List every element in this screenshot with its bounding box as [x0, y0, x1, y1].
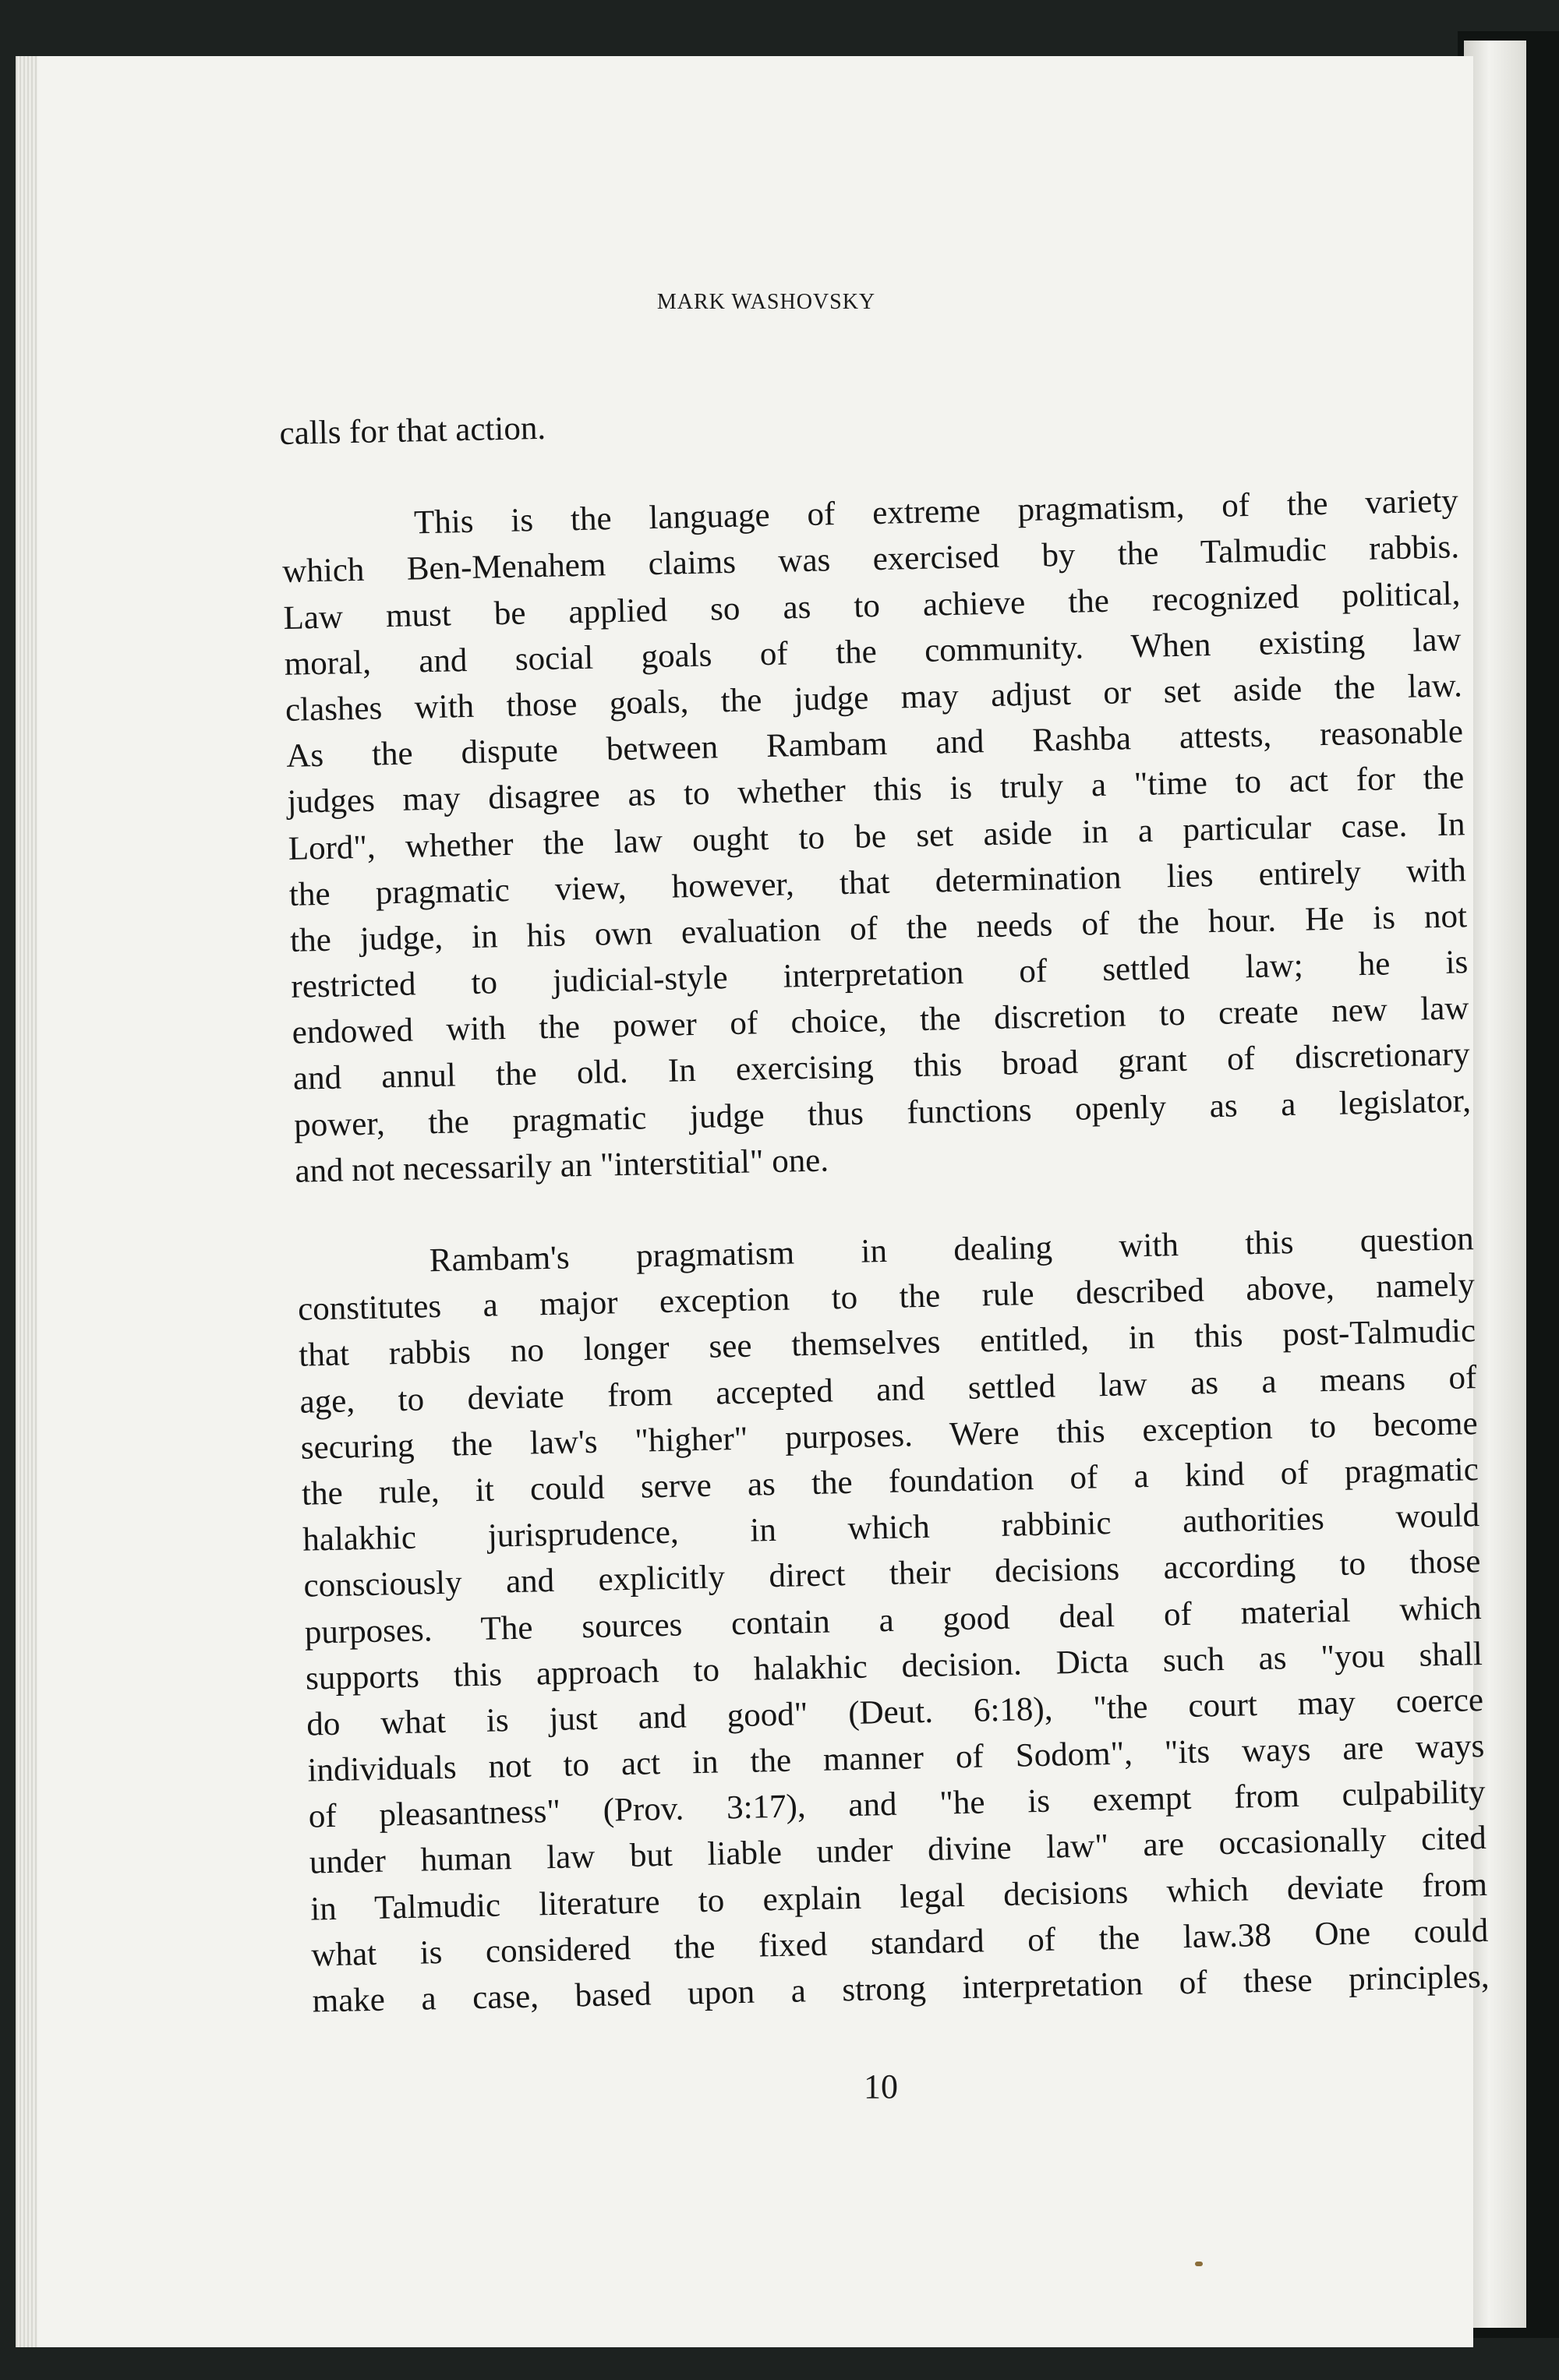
text-line: individuals not to act in the manner of Sodom", "its ways are ways — [307, 1728, 1485, 1789]
text-line: the pragmatic view, however, that determination lies entirely with — [288, 851, 1467, 913]
text-line: age, to deviate from accepted and settled law as a means of — [299, 1358, 1477, 1421]
ink-speck — [1195, 2262, 1203, 2266]
text-line: Lord", whether the law ought to be set aside in a particular case. In — [288, 805, 1465, 867]
text-line: This is the language of extreme pragmatism, of the variety — [413, 482, 1459, 542]
text-line: which Ben-Menahem claims was exercised by the Talmudic rabbis. — [281, 528, 1460, 591]
text-line: under human law but liable under divine law" are occasionally cited — [309, 1820, 1487, 1882]
text-line: the judge, in his own evaluation of the needs of the hour. He is not — [289, 898, 1468, 959]
text-line: purposes. The sources contain a good deal of material which — [304, 1589, 1482, 1651]
page-number: 10 — [864, 2067, 898, 2106]
text-line: constitutes a major exception to the rule described above, namely — [297, 1266, 1476, 1328]
text-line: calls for that action. — [279, 409, 546, 452]
text-line: of pleasantness" (Prov. 3:17), and "he is exempt from culpability — [308, 1774, 1486, 1835]
text-line: do what is just and good" (Deut. 6:18), "the court may coerce — [306, 1681, 1484, 1743]
text-line: Law must be applied so as to achieve the recognized political, — [283, 574, 1461, 637]
text-line: and not necessarily an "interstitial" one. — [294, 1142, 829, 1190]
text-line: securing the law's "higher" purposes. Were this exception to become — [300, 1404, 1479, 1467]
text-line: halakhic jurisprudence, in which rabbinic authorities would — [302, 1497, 1480, 1559]
text-line: the rule, it could serve as the foundation of a kind of pragmatic — [301, 1451, 1479, 1513]
text-line: judges may disagree as to whether this is truly a "time to act for the — [287, 759, 1465, 821]
text-line: consciously and explicitly direct their decisions according to those — [303, 1543, 1481, 1605]
text-line: what is considered the fixed standard of the law.38 One could — [311, 1912, 1489, 1974]
text-line: clashes with those goals, the judge may adjust or set aside the law. — [285, 667, 1463, 729]
text-line: that rabbis no longer see themselves entitled, in this post-Talmudic — [298, 1312, 1476, 1375]
text-line: endowed with the power of choice, the discretion to create new law — [292, 990, 1469, 1052]
text-line: supports this approach to halakhic decision. Dicta such as "you shall — [305, 1635, 1483, 1697]
running-head: MARK WASHOVSKY — [656, 290, 876, 314]
text-line: Rambam's pragmatism in dealing with this question — [429, 1220, 1475, 1280]
text-line: make a case, based upon a strong interpretation of these principles, — [312, 1958, 1490, 2020]
text-line: power, the pragmatic judge thus functions openly as a legislator, — [293, 1082, 1472, 1144]
book-page — [16, 56, 1490, 2347]
text-line: and annul the old. In exercising this broad grant of discretionary — [292, 1036, 1471, 1098]
text-line: moral, and social goals of the community. When existing law — [284, 621, 1462, 683]
text-line: As the dispute between Rambam and Rashba attests, reasonable — [285, 713, 1464, 775]
body-text — [279, 386, 1490, 2024]
text-line: in Talmudic literature to explain legal decisions which deviate from — [309, 1866, 1488, 1928]
text-line: restricted to judicial-style interpretation of settled law; he is — [290, 944, 1469, 1005]
